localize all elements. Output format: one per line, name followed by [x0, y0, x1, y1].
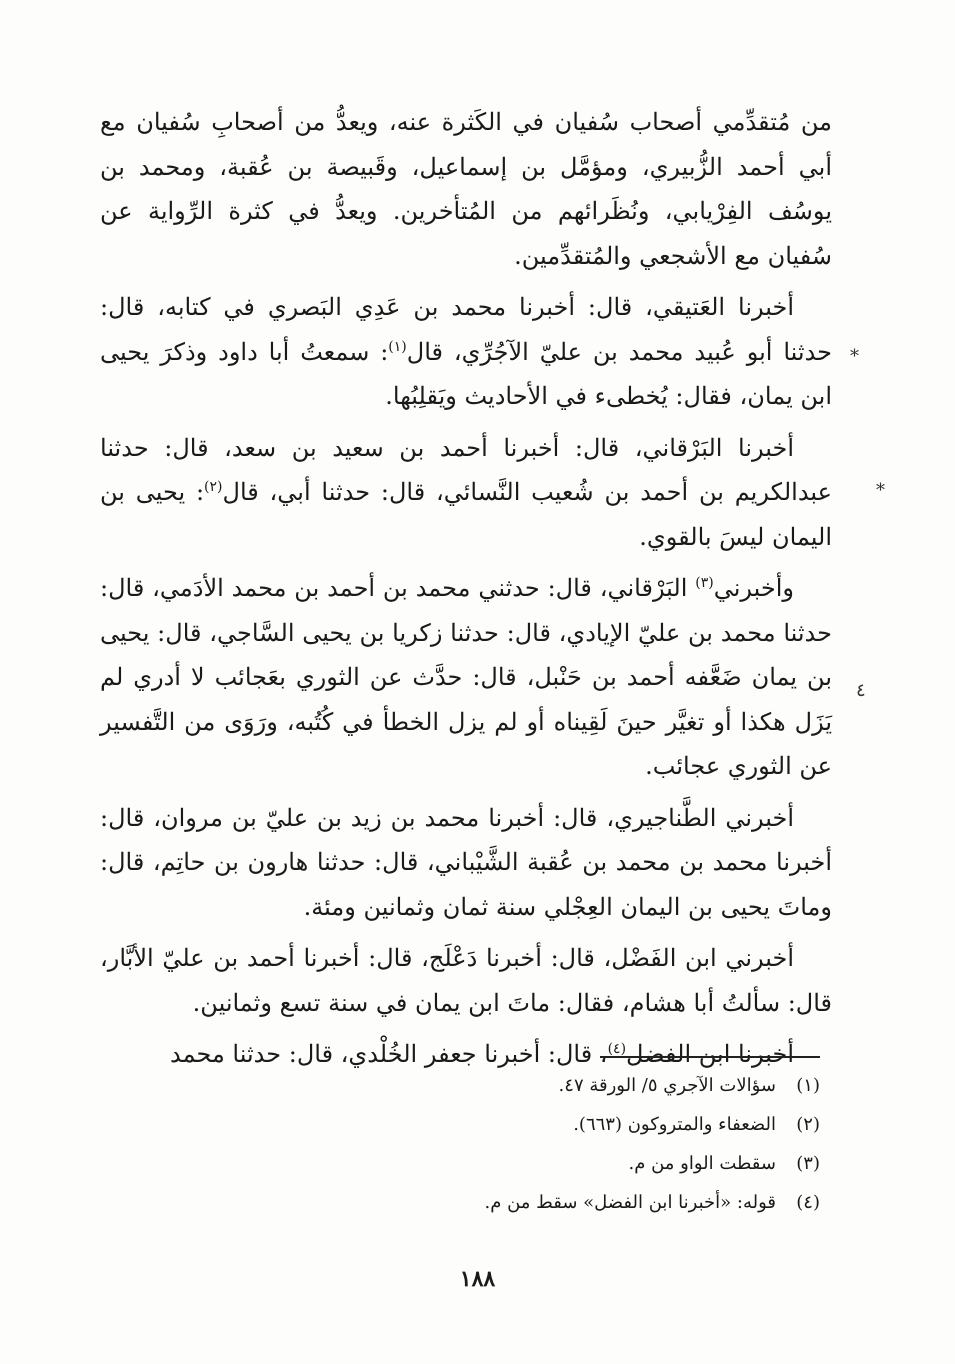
footnotes — [300, 1066, 820, 1222]
paragraph-3-text-a: أخبرنا البَرْقاني، قال: أخبرنا أحمد بن سعيد بن سعد، قال: حدثنا عبدالكريم بن أحمد بن شُعيب النَّسائي، قال: حدثنا أبي، قال — [100, 433, 832, 506]
margin-asterisk-mark: * — [876, 480, 885, 501]
footnote-text: قوله: «أخبرنا ابن الفضل» سقط من م. — [484, 1192, 776, 1213]
main-text — [100, 100, 832, 1084]
margin-asterisk-mark: * — [850, 346, 859, 367]
footnote-divider — [600, 1056, 820, 1058]
footnote-item — [300, 1066, 820, 1105]
footnote-text: الضعفاء والمتروكون (٦٦٣). — [573, 1114, 776, 1135]
paragraph-2 — [100, 285, 832, 419]
footnote-number: (١) — [796, 1075, 820, 1096]
footnote-ref-1[interactable]: (١) — [388, 338, 407, 355]
footnote-item — [300, 1105, 820, 1144]
footnote-ref-2[interactable]: (٢) — [204, 479, 223, 495]
paragraph-1: من مُتقدِّمي أصحاب سُفيان في الكَثرة عنه، ويعدُّ من أصحابِ سُفيان مع أبي أحمد الزُّبيري، ومؤمَّل بن إسماعيل، وقَبيصة بن عُقبة، ومحمد بن يوسُف الفِرْيابي، ونُظَرائهم من المُتأخرين. ويعدُّ في كثرة الرِّواية عن سُفيان مع الأشجعي والمُتقدِّمين. — [100, 108, 832, 270]
paragraph-4-text-b: البَرْقاني، قال: حدثني محمد بن أحمد بن محمد الأدَمي، قال: حدثنا محمد بن عليّ الإيادي، قال: حدثنا زكريا بن يحيى السَّاجي، قال: يحيى بن يمان ضَعَّفه أحمد بن حَنْبل، قال: حدَّث عن الثوري بعَجائب لا أدري لم يَزَل هكذا أو تغيَّر حينَ لَقِيناه أو لم يزل الخطأ في كُتُبه، ورَوَى من التَّفسير عن الثوري عجائب. — [100, 574, 832, 780]
paragraph-5: أخبرني الطَّناجيري، قال: أخبرنا محمد بن زيد بن عليّ بن مروان، قال: أخبرنا محمد بن محمد بن عُقبة الشَّيْباني، قال: حدثنا هارون بن حاتِم، قال: وماتَ يحيى بن اليمان العِجْلي سنة ثمان وثمانين ومئة. — [100, 803, 832, 921]
footnote-item — [300, 1183, 820, 1222]
footnote-number: (٣) — [796, 1153, 820, 1174]
paragraph-7-text-b: ، قال: أخبرنا جعفر الخُلْدي، قال: حدثنا محمد — [169, 1040, 608, 1068]
paragraph-7-text-a: أخبرنا ابن الفضل — [626, 1040, 794, 1068]
footnote-text: سؤالات الآجري ٥/ الورقة ٤٧. — [558, 1075, 776, 1096]
paragraph-3-text-b: : يحيى بن اليمان ليسَ بالقوي. — [100, 478, 832, 551]
paragraph-4 — [100, 566, 832, 789]
page-number: ١٨٨ — [459, 1266, 496, 1292]
paragraph-4-text-a: وأخبرني — [713, 574, 794, 602]
footnote-ref-3[interactable]: (٣) — [695, 575, 714, 591]
paragraph-2-text-b: : سمعتُ أبا داود وذكرَ يحيى ابن يمان، فقال: يُخطىء في الأحاديث ويَقلِبُها. — [100, 337, 832, 410]
footnote-item — [300, 1144, 820, 1183]
footnote-text: سقطت الواو من م. — [628, 1153, 776, 1174]
paragraph-3 — [100, 426, 832, 560]
footnote-number: (٤) — [796, 1192, 820, 1213]
paragraph-2-text-a: أخبرنا العَتيقي، قال: أخبرنا محمد بن عَدِي البَصري في كتابه، قال: حدثنا أبو عُبيد محمد بن عليّ الآجُرِّي، قال — [100, 293, 832, 366]
margin-number-mark: ٤ — [856, 680, 866, 701]
footnote-ref-4[interactable]: (٤) — [607, 1041, 627, 1057]
footnote-number: (٢) — [796, 1114, 820, 1135]
paragraph-6: أخبرني ابن الفَضْل، قال: أخبرنا دَعْلَج، قال: أخبرنا أحمد بن عليّ الأبَّار، قال: سألتُ أبا هشام، فقال: ماتَ ابن يمان في سنة تسع وثمانين. — [100, 944, 832, 1017]
